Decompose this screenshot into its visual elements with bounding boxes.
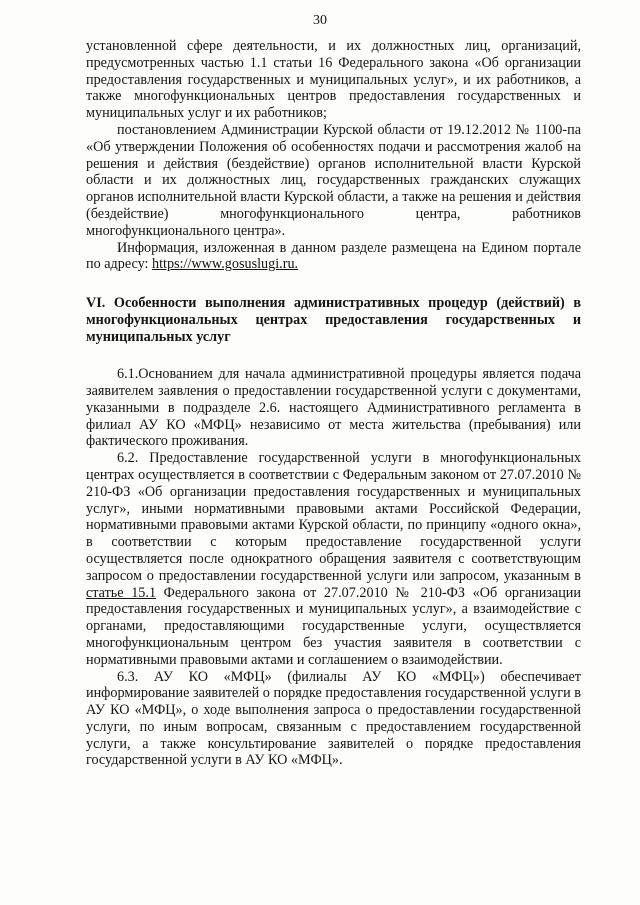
article-15-1-link[interactable]: статье 15.1 <box>86 584 157 601</box>
paragraph-continuation: установленной сфере деятельности, и их должностных лиц, организаций, предусмотренных частью 1.1 статьи 16 Федерального закона «Об организации предоставления государственных и муниципальных услуг», и их работников, а также многофункциональных центров предоставления государственных и муниципальных услуг и их работников; <box>86 38 581 122</box>
paragraph-6-2 <box>86 450 581 668</box>
gosuslugi-link[interactable]: https://www.gosuslugi.ru. <box>152 256 299 273</box>
section-heading: VI. Особенности выполнения административных процедур (действий) в многофункциональных центрах предоставления государственных и муниципальных услуг <box>86 295 581 346</box>
page-number: 30 <box>313 13 327 28</box>
paragraph-6-1: 6.1.Основанием для начала административной процедуры является подача заявителем заявления о предоставлении государственной услуги с документами, указанными в подразделе 2.6. настоящего Административного регламента в филиал АУ КО «МФЦ» независимо от места жительства (пребывания) или фактического проживания. <box>86 366 581 450</box>
portal-info-text: Информация, изложенная в данном разделе размещена на Едином портале по адресу: <box>86 239 581 273</box>
paragraph-portal-info <box>86 240 581 274</box>
paragraph-6-2-part-b: Федерального закона от 27.07.2010 № 210-ФЗ «Об организации предоставления государственных и муниципальных услуг», а взаимодействие с органами, предоставляющими государственные услуги, осуществляется многофункциональным центром без участия заявителя в соответствии с нормативными правовыми актами и соглашением о взаимодействии. <box>86 584 581 668</box>
paragraph-resolution: постановлением Администрации Курской области от 19.12.2012 № 1100-па «Об утверждении Положения об особенностях подачи и рассмотрения жалоб на решения и действия (бездействие) органов исполнительной власти Курской области и их должностных лиц, государственных гражданских служащих органов исполнительной власти Курской области, а также на решения и действия (бездействие) многофункционального центра, работников многофункционального центра». <box>86 121 581 239</box>
paragraph-6-2-part-a: 6.2. Предоставление государственной услуги в многофункциональных центрах осуществляется в соответствии с Федеральным законом от 27.07.2010 № 210-ФЗ «Об организации предоставления государственных и муниципальных услуг», иными нормативными правовыми актами Российской Федерации, нормативными правовыми актами Курской области, по принципу «одного окна», в соответствии с которым предоставление государственной услуги осуществляется после однократного обращения заявителя с соответствующим запросом о предоставлении государственной услуги или запросом, указанным в <box>86 450 581 584</box>
document-body <box>86 38 581 769</box>
paragraph-6-3: 6.3. АУ КО «МФЦ» (филиалы АУ КО «МФЦ») обеспечивает информирование заявителей о порядке предоставления государственной услуги в АУ КО «МФЦ», о ходе выполнения запроса о предоставлении государственной услуги, по иным вопросам, связанным с предоставлением государственной услуги, а также консультирование заявителей о порядке предоставления государственной услуги в АУ КО «МФЦ». <box>86 668 581 769</box>
